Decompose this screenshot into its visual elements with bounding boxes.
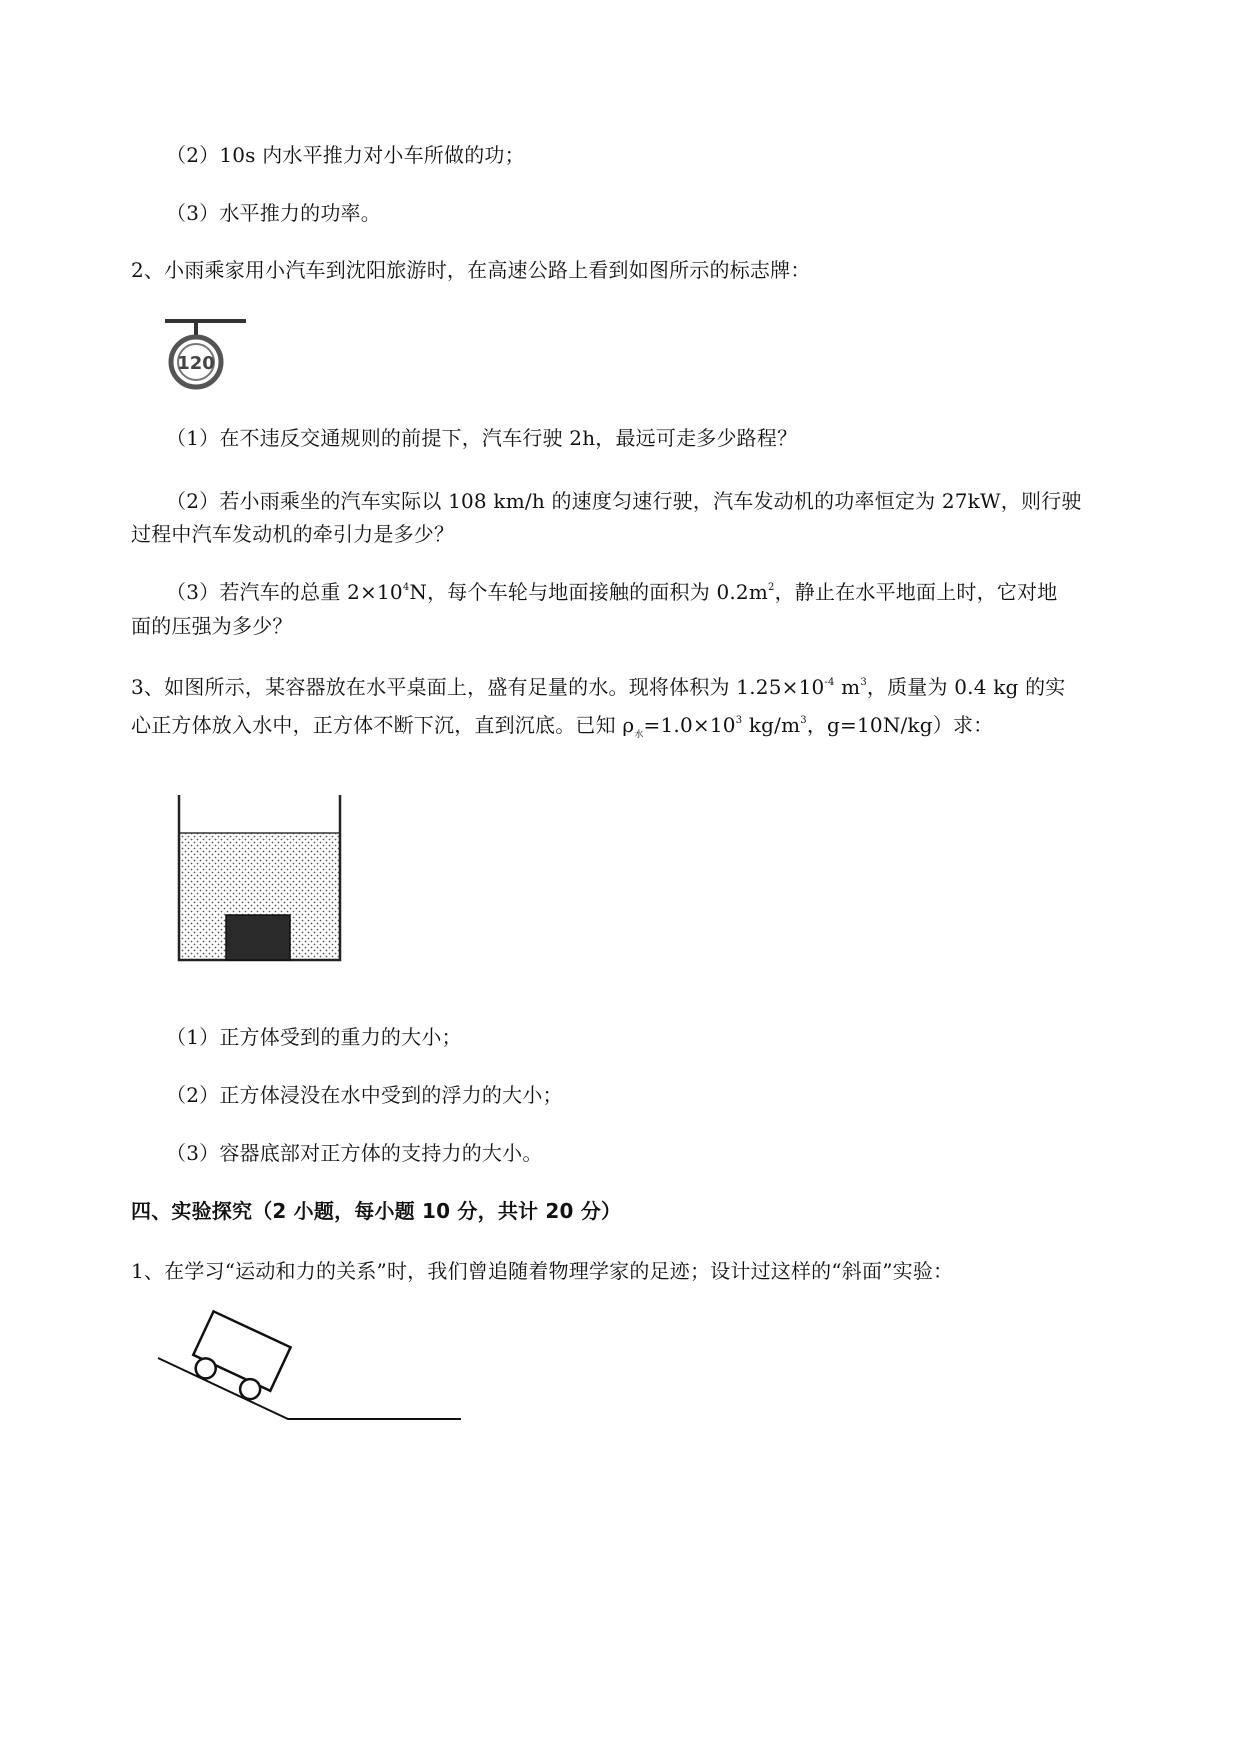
q2-item-2-line1: （2）若小雨乘坐的汽车实际以 108 km/h 的速度匀速行驶，汽车发动机的功率恒定为 27kW，则行驶 [166,489,1082,513]
superscript: 3 [860,677,867,688]
container-water-cube-figure [175,793,345,963]
text: m [834,675,861,699]
text: =1.0×10 [643,713,736,737]
text: N，每个车轮与地面接触的面积为 0.2m [409,580,769,604]
q3-stem-line2 [131,713,994,740]
superscript: -4 [824,677,835,688]
q3-stem-line1 [131,675,1065,699]
inclined-plane-cart-figure [155,1305,465,1425]
cart [186,1311,291,1406]
text: 心正方体放入水中，正方体不断下沉，直到沉底。已知 ρ [131,713,635,737]
text: 3、如图所示，某容器放在水平桌面上，盛有足量的水。现将体积为 1.25×10 [131,675,825,699]
section-heading: 四、实验探究（2 小题，每小题 10 分，共计 20 分） [131,1199,622,1223]
superscript: 3 [800,715,807,726]
q1-item-2: （2）10s 内水平推力对小车所做的功； [166,143,525,167]
subscript: 水 [634,730,644,740]
q3-item-2: （2）正方体浸没在水中受到的浮力的大小； [166,1083,563,1107]
q3-item-1: （1）正方体受到的重力的大小； [166,1025,462,1049]
q2-item-1: （1）在不违反交通规则的前提下，汽车行驶 2h，最远可走多少路程？ [166,426,798,450]
q1-item-3: （3）水平推力的功率。 [166,201,381,225]
q2-item-2-line2: 过程中汽车发动机的牵引力是多少？ [131,522,455,546]
cube [226,915,290,960]
sign-speed-text: 120 [177,353,215,374]
q2-stem: 2、小雨乘家用小汽车到沈阳旅游时，在高速公路上看到如图所示的标志牌： [131,258,811,282]
speed-limit-sign-figure [160,315,250,390]
superscript: 2 [768,582,775,593]
superscript: 4 [402,582,410,593]
text: kg/m [742,713,801,737]
q3-item-3: （3）容器底部对正方体的支持力的大小。 [166,1141,543,1165]
s4-q1-stem: 1、在学习“运动和力的关系”时，我们曾追随着物理学家的足迹；设计过这样的“斜面”实验： [131,1259,954,1283]
text: ，g=10N/kg）求： [806,713,994,737]
q2-item-3-line2: 面的压强为多少？ [131,614,293,638]
q2-item-3-line1 [166,580,1057,604]
text: （3）若汽车的总重 2×10 [166,580,403,604]
superscript: 3 [735,715,743,726]
text: ，质量为 0.4 kg 的实 [866,675,1066,699]
text: ，静止在水平地面上时，它对地 [774,580,1058,604]
